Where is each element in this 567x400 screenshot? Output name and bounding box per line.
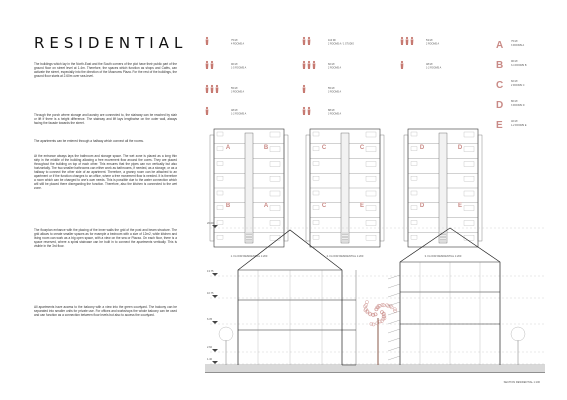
person-icon (313, 61, 315, 63)
furniture (270, 191, 280, 196)
unit-legend-d (496, 99, 525, 111)
furniture (217, 132, 223, 136)
person-icon (303, 107, 305, 109)
level-label: 1.40 (207, 358, 213, 361)
plan-unit-label: D (457, 145, 463, 151)
paragraph-hallway: The apartments can be entered through a hallway which connect all the rooms. (34, 139, 144, 143)
people-group-4 (303, 37, 355, 46)
people-group-rooms: 4 ROOMS A (231, 42, 245, 46)
plan-unit-label: B (225, 203, 231, 209)
furniture (366, 162, 376, 167)
paragraph-floorplan-grid: The floorplan enhance with the placing of the inner walls the grid of the post and beam structure. The grid allows to create smaller spaces as for example a bedroom with a size of 12m2, while kitchen and living room can work as a big open space, with a view on the sea or Piazza. On each floor, there is a space reserved, where a spiral staircase can be built in to connect the apartments vertically. This is visible in the 3rd floor. (34, 228, 177, 249)
plan-unit-label: B (263, 145, 269, 151)
furniture (411, 147, 417, 151)
furniture (411, 221, 417, 225)
plan-unit-label: C (359, 145, 365, 151)
people-group-area: 48 M² (426, 63, 433, 66)
person-icon (211, 88, 214, 94)
furniture (411, 176, 417, 180)
people-group-rooms: 2 ROOMS A (426, 42, 440, 46)
external-stair (388, 293, 400, 297)
person-icon (401, 37, 403, 39)
people-group-rooms: 1-5 ROOMS A (231, 66, 247, 70)
person-icon (308, 64, 311, 70)
people-group-area: 55 M² (328, 87, 335, 90)
people-group-6 (303, 85, 342, 94)
furniture (366, 221, 376, 226)
people-group-5 (303, 61, 342, 70)
person-icon (411, 40, 414, 46)
level-label: 6.35 (207, 318, 213, 321)
furniture (217, 162, 223, 166)
external-stair (388, 329, 400, 333)
plan-unit-label: D (419, 145, 425, 151)
person-icon (313, 64, 316, 70)
unit-letter: C (496, 80, 504, 91)
furniture (464, 191, 474, 196)
furniture (217, 206, 223, 210)
external-stair (388, 356, 400, 360)
furniture (366, 132, 376, 137)
furniture (366, 206, 376, 211)
people-group-area: 110 M² (328, 39, 336, 42)
unit-area: 40 M² (511, 120, 518, 123)
unit-rooms: 3 ROOMS A (511, 44, 525, 47)
level-marker-icon (212, 361, 218, 364)
wet-zone-strip (245, 133, 253, 243)
people-group-area: 60 M² (328, 63, 335, 66)
furniture (464, 147, 474, 152)
level-marker-icon (212, 295, 218, 298)
furniture (217, 235, 223, 239)
plan-caption: 2. FLOOR RESIDENTIAL 1:200 (326, 255, 364, 258)
person-icon (206, 107, 208, 109)
street-tree-crown (511, 327, 525, 341)
external-stair (388, 275, 400, 279)
external-stair (388, 311, 400, 315)
person-icon (303, 64, 306, 70)
unit-rooms: 3-4 ROOMS B (511, 64, 527, 67)
person-icon (206, 88, 209, 94)
wet-zone-strip (439, 133, 447, 243)
person-icon (308, 37, 310, 39)
furniture (270, 132, 280, 137)
plan-unit-label: C (321, 145, 327, 151)
furniture (411, 132, 417, 136)
furniture (464, 221, 474, 226)
basement-band (205, 364, 545, 372)
people-group-7 (303, 107, 342, 116)
person-icon (303, 61, 305, 63)
person-icon (406, 37, 408, 39)
person-icon (308, 107, 310, 109)
person-icon (303, 88, 306, 94)
furniture (313, 191, 319, 195)
furniture (217, 221, 223, 225)
unit-legend-a (496, 39, 525, 51)
floor-plan-2 (306, 129, 384, 258)
people-group-rooms: 2 ROOMS A / 1 STUDIO (328, 42, 355, 46)
furniture (270, 206, 280, 211)
person-icon (216, 88, 219, 94)
level-marker-icon (212, 273, 218, 276)
person-icon (308, 110, 311, 116)
tree-foliage (382, 304, 385, 307)
furniture (270, 147, 280, 152)
furniture (464, 176, 474, 181)
plan-unit-label: A (225, 145, 231, 151)
furniture (217, 147, 223, 151)
people-group-area: 88 M² (328, 109, 335, 112)
person-icon (401, 64, 404, 70)
tree-foliage (382, 317, 385, 320)
furniture (313, 176, 319, 180)
paragraph-balcony: All apartments have access to the balcony with a view into the green courtyard. The balcony can be separated into smaller units for private use. For offices and workshops the whole balcony can be used and can function as a connection between floor levels but also to access the courtyard. (34, 305, 177, 318)
courtyard-tree (363, 300, 396, 365)
furniture (313, 162, 319, 166)
level-label: 13.75 (207, 270, 214, 273)
floor-plan-1 (210, 129, 288, 258)
people-group-2 (206, 85, 245, 94)
plan-unit-label: C (321, 203, 327, 209)
person-icon (303, 37, 305, 39)
furniture (464, 206, 474, 211)
person-icon (206, 37, 208, 39)
person-icon (211, 61, 213, 63)
paragraph-wet-zone: At the entrance always lays the bathroom and storage space. The wet zone is placed as a long thin strip in the middle of the building allowing a free movement flow around the cores. They are placed throughout the building on top of each other. This ensures that the pipes can run vertically but also horizontally. The two smaller bathrooms can either work as bathrooms, if needed, as a storage, or as a hallway to connect the other side of an apartment. Therefore, a granny room can be attached to an apartment or if the function changes to an office, where a free movement flow is needed. It is therefore a room which can be changed to one's own needs. This is possible due to the water connection which will still be placed there disregarding the function. Therefore, also the kitchen is connected to the wet zone. (34, 154, 177, 191)
section-caption: SECTION RESIDENTIAL 1:100 (503, 381, 540, 384)
plan-unit-label: E (457, 203, 463, 209)
person-icon (206, 85, 208, 87)
furniture (217, 191, 223, 195)
external-stair (388, 284, 400, 288)
person-icon (406, 40, 409, 46)
level-marker-icon (212, 349, 218, 352)
section-drawing (205, 221, 545, 384)
people-group-rooms: 1-2 ROOMS A (426, 66, 442, 70)
person-icon (206, 110, 209, 116)
person-icon (206, 64, 209, 70)
furniture (313, 221, 319, 225)
unit-letter: E (496, 120, 503, 131)
plan-unit-label: A (263, 203, 269, 209)
paragraph-ground-floor: The buildings which lay in the North-East and the South corners of the plot have their public part of the ground floor on street level at 1.4m. Therefore, the spaces which function as shops and Cafés, can activate the street, especially into the direction of the Museums Plaza. For the rest of the buildings, the ground floor starts at 2.60m over sea-level. (34, 62, 177, 79)
person-icon (303, 40, 306, 46)
balcony-right (380, 135, 384, 241)
person-icon (308, 61, 310, 63)
people-group-rooms: 2 ROOMS A (328, 66, 342, 70)
furniture (411, 162, 417, 166)
furniture (411, 206, 417, 210)
people-group-area: 53 M² (426, 39, 433, 42)
unit-area: 75 M² (511, 40, 518, 43)
external-stair (388, 320, 400, 324)
person-icon (411, 37, 413, 39)
person-icon (308, 40, 311, 46)
furniture (366, 235, 376, 240)
unit-legend-e (496, 119, 527, 131)
people-group-rooms: 3 ROOMS A (328, 112, 342, 116)
people-group-rooms: 3 ROOMS A (328, 90, 342, 94)
plan-unit-label: E (359, 203, 365, 209)
external-stair (388, 347, 400, 351)
person-icon (303, 110, 306, 116)
unit-rooms: 1-2 ROOMS E (511, 124, 527, 127)
level-label: 2.60 (207, 346, 213, 349)
person-icon (206, 40, 209, 46)
page-title: RESIDENTIAL (34, 34, 188, 52)
plan-caption: 1. FLOOR RESIDENTIAL 1:200 (230, 255, 268, 258)
balcony-left (306, 135, 310, 241)
furniture (464, 162, 474, 167)
furniture (366, 191, 376, 196)
people-group-area: 55 M² (231, 87, 238, 90)
furniture (313, 206, 319, 210)
person-icon (303, 85, 305, 87)
people-group-0 (206, 37, 245, 46)
unit-letter: B (496, 60, 504, 71)
people-group-3 (206, 107, 247, 116)
furniture (411, 191, 417, 195)
people-group-area: 75 M² (231, 39, 238, 42)
furniture (313, 235, 319, 239)
tree-foliage (365, 300, 368, 303)
people-group-area: 90 M² (231, 63, 238, 66)
person-icon (206, 61, 208, 63)
plan-unit-label: D (419, 203, 425, 209)
level-marker-icon (212, 321, 218, 324)
people-group-rooms: 3 ROOMS A (231, 90, 245, 94)
external-stair (388, 302, 400, 306)
tree-foliage (372, 323, 375, 326)
paragraph-stairway: Through the porch where storage and laundry are connected to, the stairway can be reached by stair or lift if there is a height difference. The stairway and lift lays lengthwise on the outer wall, always facing the facade towards the street. (34, 113, 177, 126)
unit-legend-b (496, 59, 527, 71)
unit-area: 90 M² (511, 60, 518, 63)
furniture (270, 176, 280, 181)
furniture (270, 221, 280, 226)
furniture (366, 147, 376, 152)
unit-area: 80 M² (511, 100, 518, 103)
people-group-rooms: 1-2 ROOMS A (231, 112, 247, 116)
people-group-1 (206, 61, 247, 70)
people-group-8 (401, 37, 440, 46)
unit-legend-c (496, 79, 525, 91)
balcony-left (404, 135, 408, 241)
unit-rooms: 3 ROOMS D (511, 104, 525, 107)
furniture (464, 132, 474, 137)
wet-zone-strip (341, 133, 349, 243)
level-marker-icon (212, 225, 218, 228)
person-icon (401, 40, 404, 46)
balcony-right (478, 135, 482, 241)
street-tree-crown (219, 327, 233, 341)
plan-caption: 3. FLOOR RESIDENTIAL 1:200 (424, 255, 462, 258)
balcony-right (284, 135, 288, 241)
unit-letter: D (496, 100, 504, 111)
level-label: 20.00 (207, 222, 214, 225)
furniture (270, 235, 280, 240)
person-icon (211, 85, 213, 87)
external-stair (388, 338, 400, 342)
people-group-area: 48 M² (231, 109, 238, 112)
furniture (464, 235, 474, 240)
person-icon (216, 85, 218, 87)
person-icon (211, 64, 214, 70)
furniture (411, 235, 417, 239)
person-icon (401, 61, 403, 63)
furniture (313, 132, 319, 136)
furniture (217, 176, 223, 180)
furniture (313, 147, 319, 151)
level-label: 10.75 (207, 292, 214, 295)
people-group-9 (401, 61, 442, 70)
unit-letter: A (496, 40, 504, 51)
furniture (270, 162, 280, 167)
unit-area: 60 M² (511, 80, 518, 83)
floor-plan-3 (404, 129, 482, 258)
unit-rooms: 2 ROOMS C (511, 84, 525, 87)
furniture (366, 176, 376, 181)
